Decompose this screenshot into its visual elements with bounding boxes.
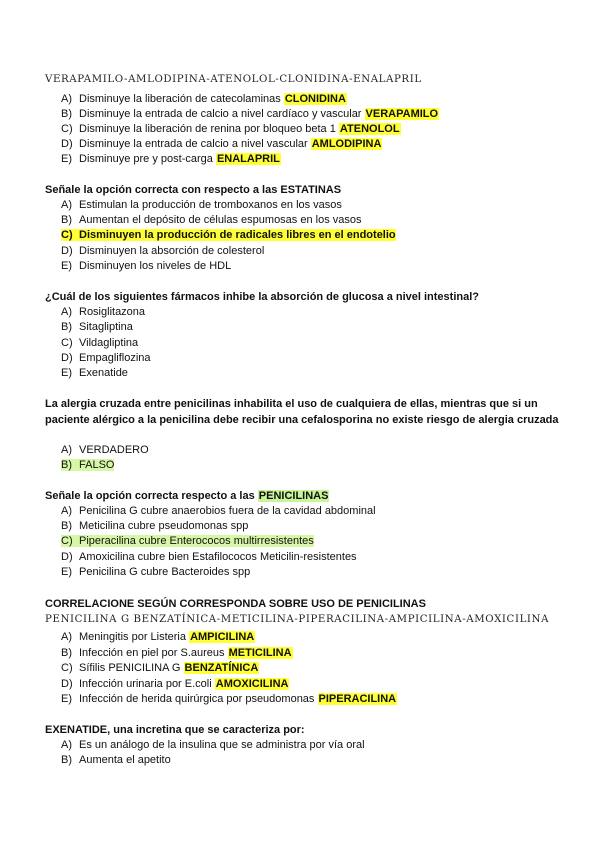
- option-letter: A): [61, 444, 72, 456]
- q5-option-c-correct: [61, 534, 314, 548]
- option-text: Piperacilina cubre Enterococos multirresistentes: [79, 535, 314, 547]
- option-text: Meningitis por Listeria: [79, 631, 186, 643]
- q1-option-e: [61, 152, 281, 166]
- option-letter: A): [61, 631, 72, 643]
- q6-option-e: [61, 692, 397, 706]
- answer-highlight: VERAPAMILO: [365, 108, 439, 120]
- option-letter: B): [61, 214, 72, 226]
- q1-option-b: [61, 107, 439, 121]
- q2-option-c-correct: [61, 228, 396, 242]
- option-letter: E): [61, 367, 72, 379]
- q5-title: [45, 488, 565, 504]
- option-letter: D): [61, 678, 73, 690]
- q2-title: Señale la opción correcta con respecto a las ESTATINAS: [45, 184, 342, 196]
- option-text: Infección en piel por S.aureus: [79, 647, 225, 659]
- option-letter: A): [61, 739, 72, 751]
- answer-highlight: AMPICILINA: [190, 631, 255, 643]
- q2-option-a: [61, 198, 342, 212]
- answer-highlight: ENALAPRIL: [216, 153, 280, 165]
- option-text: Empagliflozina: [79, 352, 151, 364]
- answer-highlight: METICILINA: [228, 647, 292, 659]
- answer-highlight: CLONIDINA: [284, 93, 346, 105]
- option-text: Disminuye la entrada de calcio a nivel vascular: [79, 138, 308, 150]
- option-letter: D): [61, 138, 73, 150]
- option-text: Aumentan el depósito de células espumosas en los vasos: [79, 214, 362, 226]
- q1-drug-list: VERAPAMILO-AMLODIPINA-ATENOLOL-CLONIDINA-ENALAPRIL: [45, 74, 422, 85]
- option-letter: C): [61, 123, 73, 135]
- option-letter: A): [61, 199, 72, 211]
- q5-title-highlight: PENICILINAS: [258, 490, 329, 502]
- option-letter: B): [61, 459, 72, 471]
- q4-title: La alergia cruzada entre penicilinas inhabilita el uso de cualquiera de ellas, mientras que si un paciente alérgico a la penicilina debe recibir una cefalosporina no existe riesgo de alergia cruzada: [45, 398, 559, 426]
- q7-option-b: [61, 753, 171, 767]
- option-letter: E): [61, 153, 72, 165]
- q3-option-a: [61, 305, 145, 319]
- q2-option-b: [61, 213, 362, 227]
- q3-option-c: [61, 336, 138, 350]
- q6-option-b: [61, 646, 293, 660]
- q7-title: EXENATIDE, una incretina que se caracteriza por:: [45, 724, 305, 736]
- option-letter: B): [61, 647, 72, 659]
- option-text: Disminuye la entrada de calcio a nivel cardíaco y vascular: [79, 108, 362, 120]
- q2-option-e: [61, 259, 231, 273]
- option-letter: C): [61, 229, 73, 241]
- q1-option-d: [61, 137, 382, 151]
- option-letter: B): [61, 754, 72, 766]
- answer-highlight: BENZATÍNICA: [184, 662, 259, 674]
- q6-option-d: [61, 677, 289, 691]
- option-text: Disminuye pre y post-carga: [79, 153, 213, 165]
- q6-title: CORRELACIONE SEGÚN CORRESPONDA SOBRE USO DE PENICILINAS: [45, 598, 426, 610]
- option-text: Disminuyen los niveles de HDL: [79, 260, 232, 272]
- q2-option-d: [61, 244, 264, 258]
- q5-option-e: [61, 565, 250, 579]
- option-text: Infección urinaria por E.coli: [79, 678, 212, 690]
- option-letter: C): [61, 662, 73, 674]
- option-letter: A): [61, 93, 72, 105]
- q4-option-b-correct: [61, 458, 114, 472]
- q5-option-a: [61, 504, 376, 518]
- option-letter: D): [61, 551, 73, 563]
- answer-highlight: AMLODIPINA: [311, 138, 382, 150]
- q5-option-d: [61, 550, 357, 564]
- option-text: Estimulan la producción de tromboxanos en los vasos: [79, 199, 342, 211]
- q3-option-b: [61, 320, 133, 334]
- q6-option-a: [61, 630, 255, 644]
- option-letter: D): [61, 352, 73, 364]
- q4-option-a: [61, 443, 149, 457]
- correct-answer-highlight: [61, 535, 314, 547]
- option-text: Sífilis PENICILINA G: [79, 662, 181, 674]
- option-letter: C): [61, 337, 73, 349]
- option-text: Penicilina G cubre anaerobios fuera de la cavidad abdominal: [79, 505, 376, 517]
- option-text: Exenatide: [79, 367, 128, 379]
- option-letter: D): [61, 245, 73, 257]
- q6-option-c: [61, 661, 259, 675]
- option-text: FALSO: [79, 459, 115, 471]
- option-letter: B): [61, 321, 72, 333]
- option-letter: E): [61, 566, 72, 578]
- option-text: Infección de herida quirúrgica por pseudomonas: [79, 693, 315, 705]
- q5-option-b: [61, 519, 248, 533]
- option-letter: C): [61, 535, 73, 547]
- option-text: VERDADERO: [79, 444, 149, 456]
- q1-option-a: [61, 92, 347, 106]
- option-letter: E): [61, 260, 72, 272]
- answer-highlight: AMOXICILINA: [215, 678, 289, 690]
- option-letter: A): [61, 306, 72, 318]
- option-text: Sitagliptina: [79, 321, 133, 333]
- q7-option-a: [61, 738, 365, 752]
- q6-drug-list: PENICILINA G BENZATÍNICA-METICILINA-PIPERACILINA-AMPICILINA-AMOXICILINA: [45, 614, 550, 625]
- option-text: Rosiglitazona: [79, 306, 146, 318]
- option-text: Vildagliptina: [79, 337, 139, 349]
- option-text: Meticilina cubre pseudomonas spp: [79, 520, 249, 532]
- option-text: Penicilina G cubre Bacteroides spp: [79, 566, 251, 578]
- option-letter: E): [61, 693, 72, 705]
- option-text: Es un análogo de la insulina que se administra por vía oral: [79, 739, 365, 751]
- q3-option-d: [61, 351, 151, 365]
- answer-highlight: ATENOLOL: [339, 123, 400, 135]
- q3-option-e: [61, 366, 128, 380]
- option-text: Disminuye la liberación de renina por bloqueo beta 1: [79, 123, 336, 135]
- option-text: Amoxicilina cubre bien Estafilococos Meticilin-resistentes: [79, 551, 357, 563]
- option-letter: A): [61, 505, 72, 517]
- correct-answer-highlight: [61, 229, 396, 241]
- q3-title: ¿Cuál de los siguientes fármacos inhibe la absorción de glucosa a nivel intestinal?: [45, 291, 480, 303]
- correct-answer-highlight: [61, 459, 114, 471]
- q5-title-text: Señale la opción correcta respecto a las: [45, 490, 255, 502]
- option-letter: B): [61, 108, 72, 120]
- option-text: Disminuye la liberación de catecolaminas: [79, 93, 281, 105]
- option-text: Disminuyen la absorción de colesterol: [79, 245, 265, 257]
- answer-highlight: PIPERACILINA: [318, 693, 397, 705]
- option-letter: B): [61, 520, 72, 532]
- option-text: Aumenta el apetito: [79, 754, 171, 766]
- option-text: Disminuyen la producción de radicales libres en el endotelio: [79, 229, 396, 241]
- q1-option-c: [61, 122, 401, 136]
